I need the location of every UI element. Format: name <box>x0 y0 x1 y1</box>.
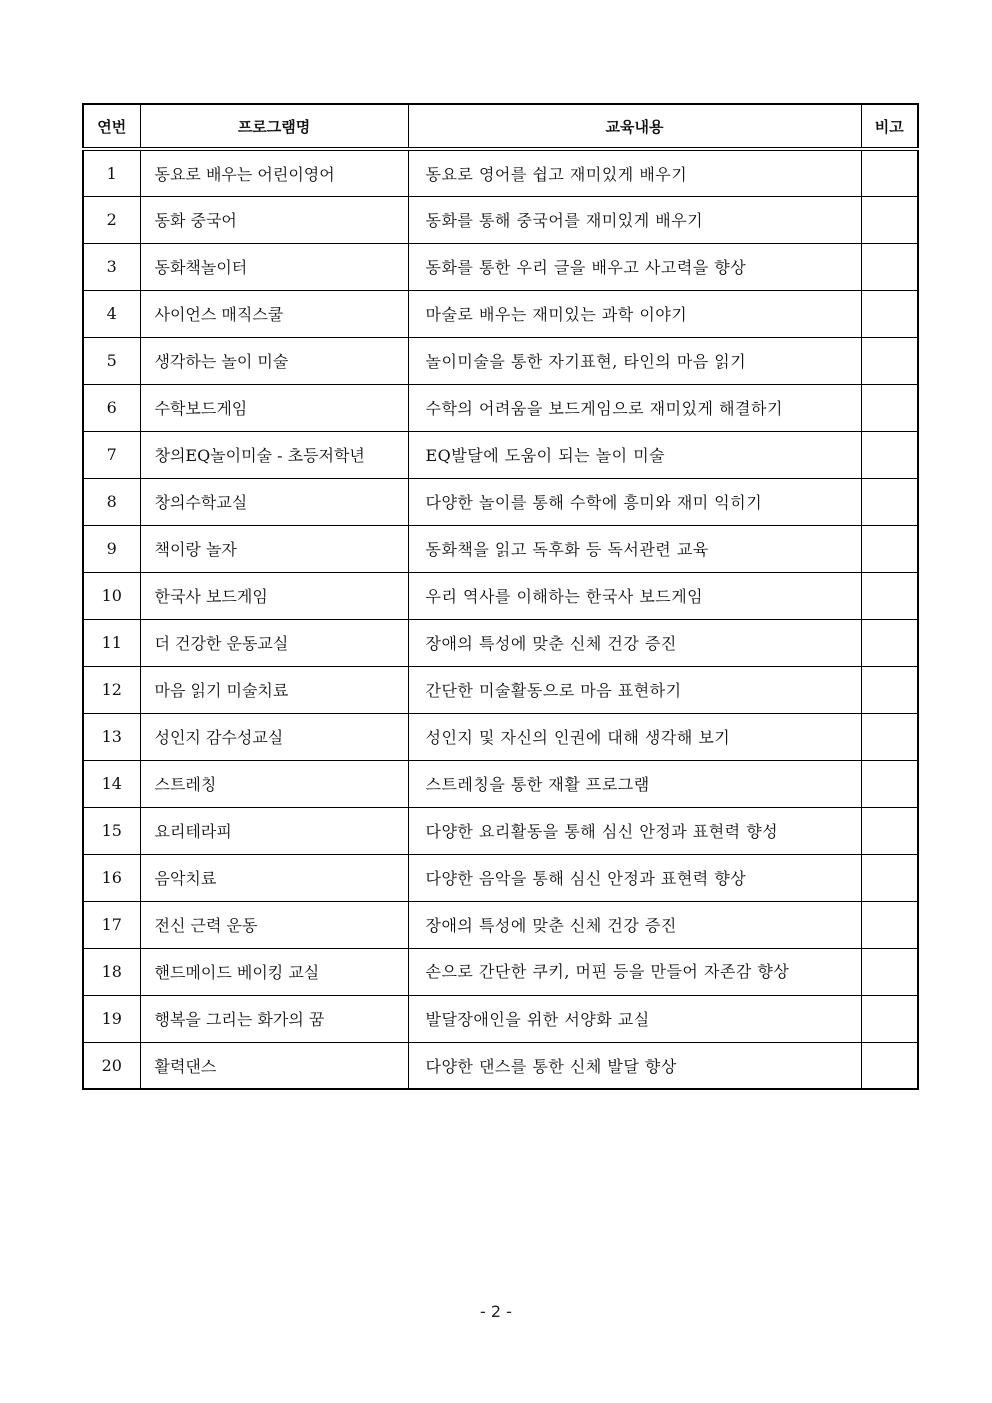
row-content: 성인지 및 자신의 인권에 대해 생각해 보기 <box>408 713 861 760</box>
row-note <box>861 431 918 478</box>
table-row <box>83 196 918 243</box>
row-note <box>861 619 918 666</box>
row-content: 다양한 음악을 통해 심신 안정과 표현력 향상 <box>408 854 861 901</box>
row-program-name: 스트레칭 <box>140 760 408 807</box>
row-program-name: 동화 중국어 <box>140 196 408 243</box>
page-number: - 2 - <box>480 1302 512 1321</box>
row-no: 16 <box>83 854 140 901</box>
table-row <box>83 995 918 1042</box>
header-row <box>83 104 918 149</box>
row-program-name: 음악치료 <box>140 854 408 901</box>
row-note <box>861 572 918 619</box>
row-note <box>861 337 918 384</box>
row-content: EQ발달에 도움이 되는 놀이 미술 <box>408 431 861 478</box>
row-content: 스트레칭을 통한 재활 프로그램 <box>408 760 861 807</box>
row-program-name: 행복을 그리는 화가의 꿈 <box>140 995 408 1042</box>
header-content: 교육내용 <box>408 104 861 149</box>
row-program-name: 사이언스 매직스쿨 <box>140 290 408 337</box>
row-no: 15 <box>83 807 140 854</box>
table-row <box>83 337 918 384</box>
row-note <box>861 290 918 337</box>
row-no: 8 <box>83 478 140 525</box>
table-row <box>83 713 918 760</box>
row-no: 7 <box>83 431 140 478</box>
row-no: 17 <box>83 901 140 948</box>
row-content: 수학의 어려움을 보드게임으로 재미있게 해결하기 <box>408 384 861 431</box>
row-content: 장애의 특성에 맞춘 신체 건강 증진 <box>408 619 861 666</box>
row-program-name: 한국사 보드게임 <box>140 572 408 619</box>
table-header <box>83 104 918 149</box>
row-no: 14 <box>83 760 140 807</box>
row-note <box>861 196 918 243</box>
row-note <box>861 901 918 948</box>
row-note <box>861 478 918 525</box>
row-program-name: 동요로 배우는 어린이영어 <box>140 149 408 196</box>
table-row <box>83 431 918 478</box>
row-content: 손으로 간단한 쿠키, 머핀 등을 만들어 자존감 향상 <box>408 948 861 995</box>
row-content: 마술로 배우는 재미있는 과학 이야기 <box>408 290 861 337</box>
row-content: 간단한 미술활동으로 마음 표현하기 <box>408 666 861 713</box>
row-no: 1 <box>83 149 140 196</box>
row-note <box>861 807 918 854</box>
row-program-name: 창의EQ놀이미술 - 초등저학년 <box>140 431 408 478</box>
row-note <box>861 384 918 431</box>
row-no: 4 <box>83 290 140 337</box>
table-row <box>83 243 918 290</box>
header-no: 연번 <box>83 104 140 149</box>
row-note <box>861 666 918 713</box>
row-no: 3 <box>83 243 140 290</box>
row-program-name: 마음 읽기 미술치료 <box>140 666 408 713</box>
table-row <box>83 290 918 337</box>
row-note <box>861 149 918 196</box>
row-no: 18 <box>83 948 140 995</box>
row-content: 장애의 특성에 맞춘 신체 건강 증진 <box>408 901 861 948</box>
table-row <box>83 948 918 995</box>
program-table <box>82 103 919 1090</box>
row-no: 5 <box>83 337 140 384</box>
row-note <box>861 243 918 290</box>
table-body <box>83 149 918 1089</box>
row-program-name: 활력댄스 <box>140 1042 408 1089</box>
row-program-name: 책이랑 놀자 <box>140 525 408 572</box>
row-program-name: 수학보드게임 <box>140 384 408 431</box>
row-no: 2 <box>83 196 140 243</box>
row-no: 9 <box>83 525 140 572</box>
row-content: 발달장애인을 위한 서양화 교실 <box>408 995 861 1042</box>
table-row <box>83 525 918 572</box>
row-no: 11 <box>83 619 140 666</box>
table-row <box>83 901 918 948</box>
table-row <box>83 1042 918 1089</box>
table-row <box>83 149 918 196</box>
row-no: 13 <box>83 713 140 760</box>
table-row <box>83 666 918 713</box>
row-program-name: 전신 근력 운동 <box>140 901 408 948</box>
table-row <box>83 807 918 854</box>
row-program-name: 핸드메이드 베이킹 교실 <box>140 948 408 995</box>
row-note <box>861 713 918 760</box>
row-no: 6 <box>83 384 140 431</box>
table-row <box>83 619 918 666</box>
row-content: 우리 역사를 이해하는 한국사 보드게임 <box>408 572 861 619</box>
row-content: 놀이미술을 통한 자기표현, 타인의 마음 읽기 <box>408 337 861 384</box>
row-no: 20 <box>83 1042 140 1089</box>
row-no: 19 <box>83 995 140 1042</box>
table-row <box>83 572 918 619</box>
row-note <box>861 760 918 807</box>
row-note <box>861 854 918 901</box>
table-row <box>83 854 918 901</box>
row-program-name: 성인지 감수성교실 <box>140 713 408 760</box>
row-program-name: 동화책놀이터 <box>140 243 408 290</box>
row-note <box>861 995 918 1042</box>
row-content: 다양한 요리활동을 통해 심신 안정과 표현력 향성 <box>408 807 861 854</box>
row-content: 동요로 영어를 쉽고 재미있게 배우기 <box>408 149 861 196</box>
row-note <box>861 1042 918 1089</box>
table-row <box>83 478 918 525</box>
row-content: 동화책을 읽고 독후화 등 독서관련 교육 <box>408 525 861 572</box>
row-content: 다양한 댄스를 통한 신체 발달 향상 <box>408 1042 861 1089</box>
row-content: 다양한 놀이를 통해 수학에 흥미와 재미 익히기 <box>408 478 861 525</box>
row-program-name: 요리테라피 <box>140 807 408 854</box>
header-program-name: 프로그램명 <box>140 104 408 149</box>
row-note <box>861 948 918 995</box>
table-row <box>83 384 918 431</box>
table-row <box>83 760 918 807</box>
header-note: 비고 <box>861 104 918 149</box>
row-no: 10 <box>83 572 140 619</box>
row-content: 동화를 통해 중국어를 재미있게 배우기 <box>408 196 861 243</box>
row-program-name: 더 건강한 운동교실 <box>140 619 408 666</box>
row-program-name: 생각하는 놀이 미술 <box>140 337 408 384</box>
row-note <box>861 525 918 572</box>
row-program-name: 창의수학교실 <box>140 478 408 525</box>
row-content: 동화를 통한 우리 글을 배우고 사고력을 향상 <box>408 243 861 290</box>
row-no: 12 <box>83 666 140 713</box>
